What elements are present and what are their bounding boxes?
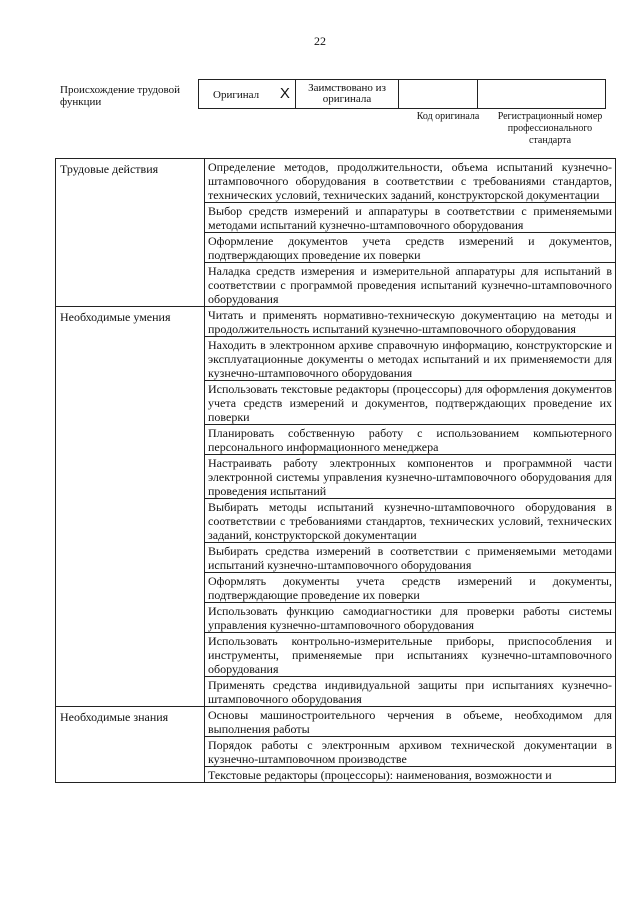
borrowed-label: Заимствовано из оригинала	[296, 80, 399, 109]
table-cell: Использовать текстовые редакторы (процессоры) для оформления документов учета средств измерений и документов, подтверждающих проведение их поверки	[205, 381, 616, 425]
table-cell: Использовать контрольно-измерительные приборы, приспособления и инструменты, применяемые при испытаниях кузнечно-штамповочного оборудования	[205, 633, 616, 677]
section-title: Трудовые действия	[56, 159, 205, 307]
reg-number-cell	[478, 80, 606, 109]
table-cell: Выбор средств измерений и аппаратуры в соответствии с применяемыми методами испытаний кузнечно-штамповочного оборудования	[205, 203, 616, 233]
table-row	[56, 707, 616, 737]
original-cell	[199, 80, 296, 109]
table-cell: Применять средства индивидуальной защиты при испытаниях кузнечно-штамповочного оборудования	[205, 677, 616, 707]
table-row	[56, 159, 616, 203]
function-table	[55, 158, 616, 783]
table-cell: Порядок работы с электронным архивом технической документации в кузнечно-штамповочном производстве	[205, 737, 616, 767]
table-cell: Настраивать работу электронных компонентов и программной части электронной системы управления кузнечно-штамповочного оборудования для проведения испытаний	[205, 455, 616, 499]
page-number: 22	[314, 34, 326, 48]
table-cell: Определение методов, продолжительности, объема испытаний кузнечно-штамповочного оборудования в соответствии с требованиями стандартов, технических условий, технических заданий, конструкторской документации	[205, 159, 616, 203]
table-cell: Находить в электронном архиве справочную информацию, конструкторские и эксплуатационные документы о методах испытаний и их применяемости для кузнечно-штамповочного оборудования	[205, 337, 616, 381]
table-cell: Читать и применять нормативно-техническую документацию на методы и продолжительность испытаний кузнечно-штамповочного оборудования	[205, 307, 616, 337]
code-cell	[399, 80, 478, 109]
table-cell: Оформлять документы учета средств измерений и документы, подтверждающие проведение их поверки	[205, 573, 616, 603]
table-cell: Выбирать методы испытаний кузнечно-штамповочного оборудования в соответствии с требованиями стандартов, технических условий, технических заданий, конструкторской документации	[205, 499, 616, 543]
original-mark: X	[279, 84, 290, 102]
table-cell: Планировать собственную работу с использованием компьютерного персонального информационного менеджера	[205, 425, 616, 455]
section-title: Необходимые знания	[56, 707, 205, 783]
table-cell: Использовать функцию самодиагностики для проверки работы системы управления кузнечно-штамповочного оборудования	[205, 603, 616, 633]
table-cell: Оформление документов учета средств измерений и документов, подтверждающих проведение их поверки	[205, 233, 616, 263]
code-caption: Код оригинала	[416, 111, 480, 122]
reg-caption: Регистрационный номер профессионального стандарта	[497, 111, 603, 146]
table-cell: Основы машиностроительного черчения в объеме, необходимом для выполнения работы	[205, 707, 616, 737]
origin-table	[198, 79, 606, 109]
original-label: Оригинал	[213, 88, 260, 101]
table-cell: Выбирать средства измерений в соответствии с применяемыми методами испытаний кузнечно-штамповочного оборудования	[205, 543, 616, 573]
table-cell: Наладка средств измерения и измерительной аппаратуры для испытаний в соответствии с программой проведения испытаний кузнечно-штамповочного оборудования	[205, 263, 616, 307]
section-title: Необходимые умения	[56, 307, 205, 707]
origin-label: Происхождение трудовой функции	[60, 84, 181, 108]
table-row	[56, 307, 616, 337]
table-cell: Текстовые редакторы (процессоры): наименования, возможности и	[205, 767, 616, 783]
